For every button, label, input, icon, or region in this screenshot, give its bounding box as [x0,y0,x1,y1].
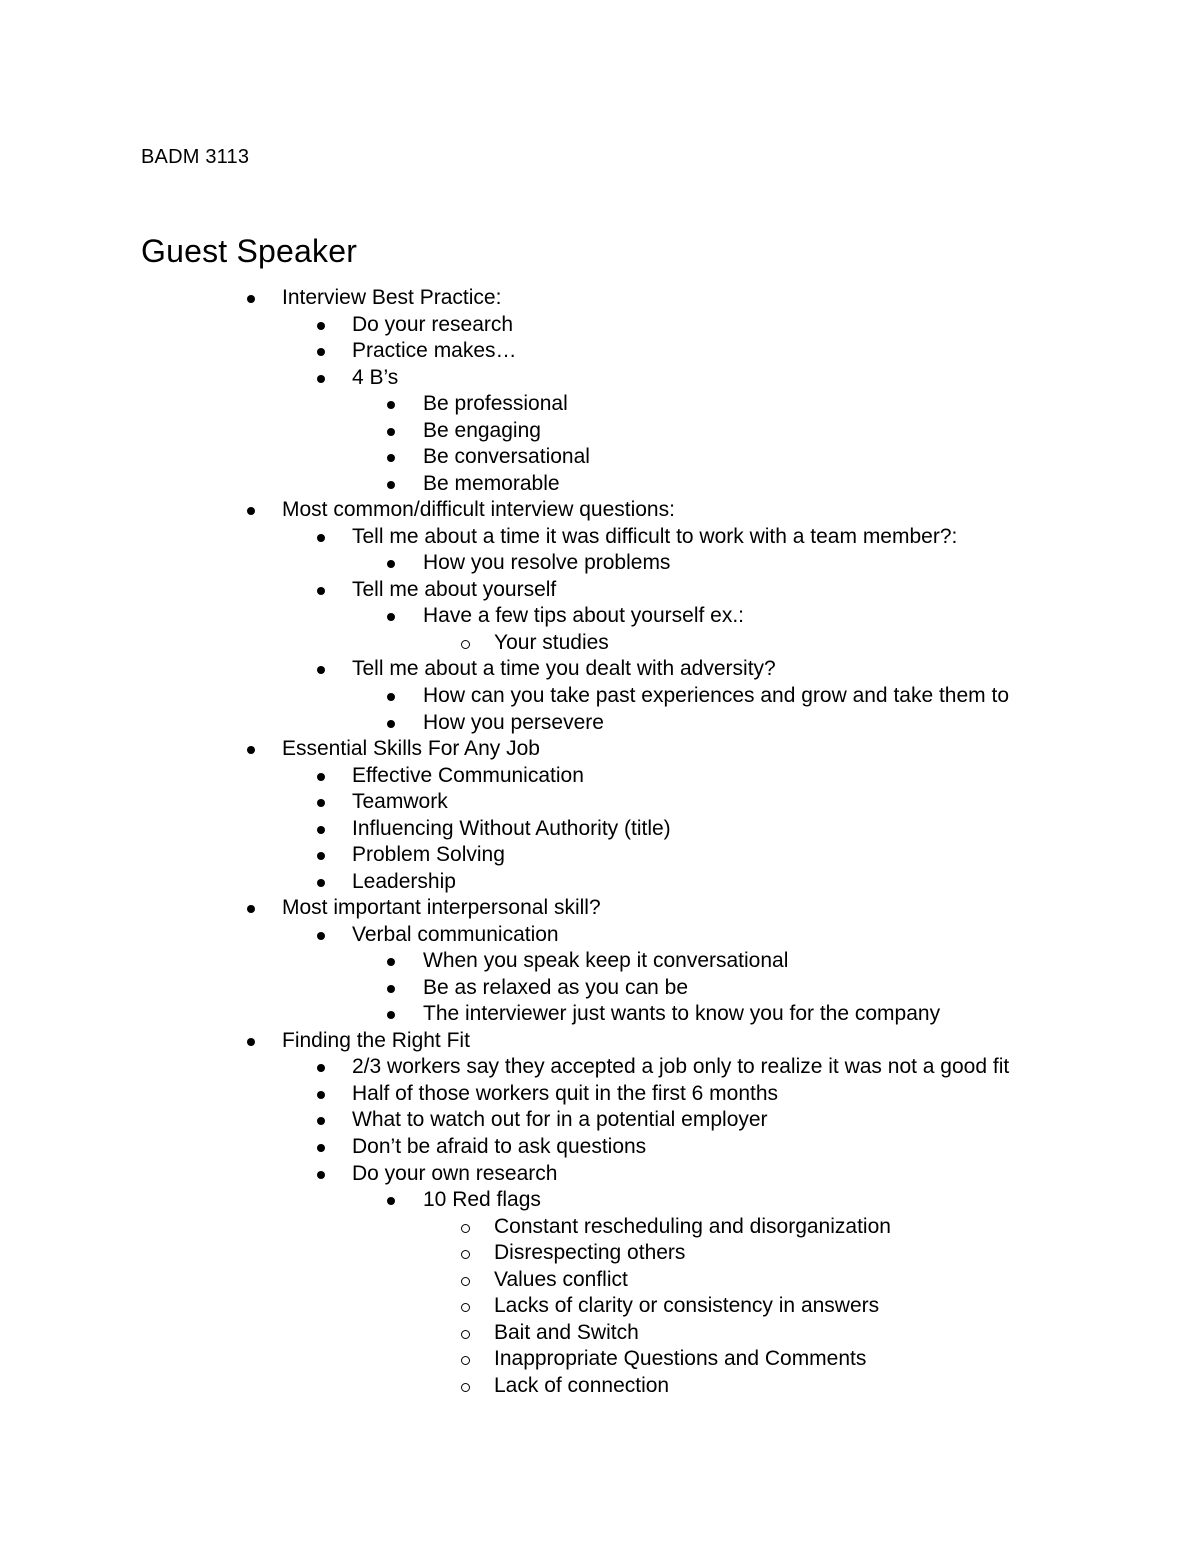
list-item [0,285,1200,312]
list-item-text: Influencing Without Authority (title) [352,816,671,840]
list-item [0,1240,1200,1267]
list-item [0,683,1200,710]
list-item [0,1293,1200,1320]
list-item [0,391,1200,418]
list-item-text: Tell me about a time you dealt with adversity? [352,657,776,681]
list-item-text: Be as relaxed as you can be [423,975,689,999]
list-item [0,550,1200,577]
list-item [0,1028,1200,1055]
list-item-text: How you persevere [423,710,604,734]
course-code: BADM 3113 [141,146,250,168]
list-item-text: How you resolve problems [423,551,671,575]
list-item [0,975,1200,1002]
list-item-text: Leadership [352,869,456,893]
list-item [0,710,1200,737]
list-item-text: When you speak keep it conversational [423,949,789,973]
list-item-text: Inappropriate Questions and Comments [494,1347,867,1371]
list-item-text: Effective Communication [352,763,584,787]
list-item [0,1214,1200,1241]
list-item-text: How can you take past experiences and grow and take them to [423,683,1010,707]
list-item-text: 2/3 workers say they accepted a job only to realize it was not a good fit [352,1055,1010,1079]
list-item-text: Verbal communication [352,922,559,946]
list-item-text: Problem Solving [352,843,505,867]
list-item-text: Be memorable [423,471,560,495]
list-item-text: Be engaging [423,418,541,442]
list-item [0,842,1200,869]
list-item [0,1134,1200,1161]
list-item [0,1107,1200,1134]
list-item [0,418,1200,445]
list-item [0,1346,1200,1373]
list-item-text: Finding the Right Fit [282,1028,470,1052]
list-item [0,365,1200,392]
list-item-text: What to watch out for in a potential employer [352,1108,768,1132]
notes-outline [0,285,1200,1399]
list-item-text: Values conflict [494,1267,628,1291]
list-item [0,1001,1200,1028]
list-item [0,816,1200,843]
list-item [0,338,1200,365]
list-item [0,471,1200,498]
list-item [0,1161,1200,1188]
list-item-text: Half of those workers quit in the first 6 months [352,1081,779,1105]
list-item-text: Most common/difficult interview questions: [282,498,675,522]
list-item-text: Lacks of clarity or consistency in answers [494,1294,880,1318]
list-item-text: Your studies [494,630,609,654]
list-item [0,1187,1200,1214]
list-item [0,1054,1200,1081]
list-item-text: Bait and Switch [494,1320,639,1344]
list-item-text: 10 Red flags [423,1188,541,1212]
list-item [0,948,1200,975]
list-item [0,656,1200,683]
list-item-text: Tell me about yourself [352,577,557,601]
list-item [0,789,1200,816]
list-item [0,895,1200,922]
list-item-text: Most important interpersonal skill? [282,896,601,920]
list-item [0,603,1200,630]
list-item [0,736,1200,763]
list-item-text: Do your research [352,312,514,336]
list-item-text: Be conversational [423,445,590,469]
list-item [0,312,1200,339]
list-item-text: Constant rescheduling and disorganization [494,1214,891,1238]
list-item-text: 4 B’s [352,365,399,389]
list-item-text: Be professional [423,392,568,416]
list-item [0,869,1200,896]
list-item-text: Interview Best Practice: [282,286,502,309]
page-title: Guest Speaker [141,233,358,269]
list-item-text: Tell me about a time it was difficult to work with a team member?: [352,524,958,548]
list-item-text: Lack of connection [494,1373,670,1397]
list-item [0,577,1200,604]
list-item [0,444,1200,471]
list-item-text: Disrespecting others [494,1241,686,1265]
list-item-text: Have a few tips about yourself ex.: [423,604,744,628]
list-item [0,524,1200,551]
list-item-text: Essential Skills For Any Job [282,737,540,761]
list-item-text: Do your own research [352,1161,558,1185]
list-item [0,922,1200,949]
list-item [0,630,1200,657]
list-item [0,763,1200,790]
list-item-text: The interviewer just wants to know you for the company [423,1002,941,1026]
list-item [0,1320,1200,1347]
list-item-text: Teamwork [352,790,448,814]
list-item [0,1081,1200,1108]
list-item-text: Don’t be afraid to ask questions [352,1135,647,1158]
list-item-text: Practice makes… [352,339,517,363]
list-item [0,497,1200,524]
list-item [0,1267,1200,1294]
list-item [0,1373,1200,1400]
